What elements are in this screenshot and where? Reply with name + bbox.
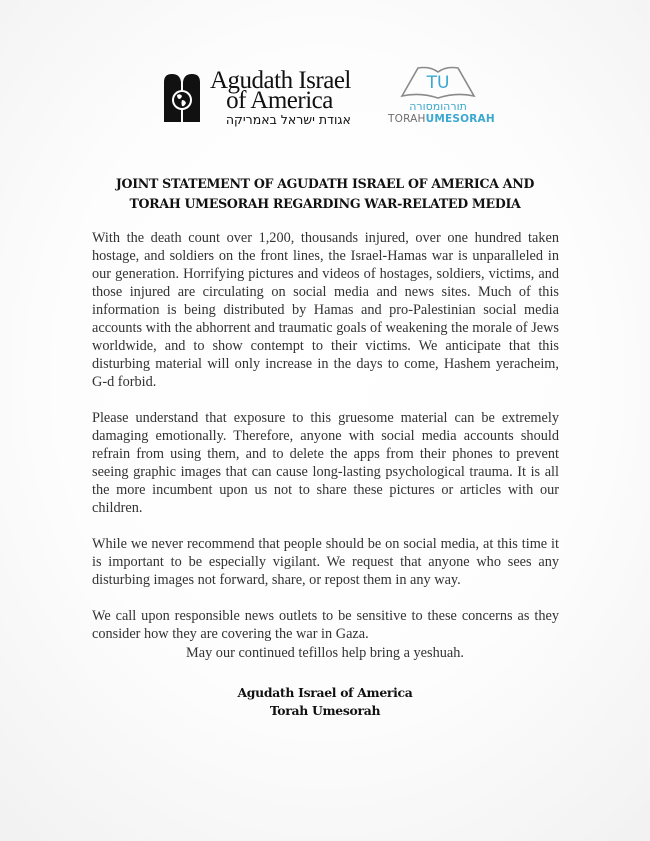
title-line-1: JOINT STATEMENT OF AGUDATH ISRAEL OF AMERICA AND [115,176,535,191]
paragraph-3: While we never recommend that people should be on social media, at this time it is important to be especially vigilant. We request that anyone who sees any disturbing images not forward, share, or repost them in any way. [92,536,559,588]
paragraph-4: We call upon responsible news outlets to be sensitive to these concerns as they consider how they are covering the war in Gaza. [92,608,559,642]
signature-agudath: Agudath Israel of America [237,685,413,700]
paragraph-2: Please understand that exposure to this gruesome material can be extremely damaging emotionally. Therefore, anyone with social media accounts should refrain from using them, and to delete the apps from their phones to prevent seeing graphic images that can cause long-lasting psychological trauma. It is all the more incumbent upon us not to share these pictures or articles with our children. [92,410,559,516]
statement-title [60,174,590,214]
open-book-icon [388,64,488,100]
agudath-name-line1: Agudath Israel [210,67,351,94]
logo-header [0,64,650,134]
signature-torah-umesorah: Torah Umesorah [269,703,381,718]
statement-body [92,229,559,661]
paragraph-1: With the death count over 1,200, thousands injured, over one hundred taken hostage, and soldiers on the front lines, the Israel-Hamas war is unparalleled in our generation. Horrifying pictures and videos of hostages, soldiers, victims, and those injured are circulating on social media and news sites. Much of this information is being distributed by Hamas and pro-Palestinian social media accounts with the abhorrent and traumatic goals of weakening the morale of Jews worldwide, and to show contempt to their victims. We anticipate that this disturbing material will only increase in the days to come, Hashem yeracheim, G-d forbid. [92,230,559,390]
torah-umesorah-hebrew: תורהומסורה [409,100,467,113]
agudath-name-line2: of America [226,87,333,114]
tu-monogram: TU [426,73,450,93]
agudath-name-hebrew: אגודת ישראל באמריקה [225,112,351,127]
book-globe-icon [162,72,202,124]
signature-block [0,684,650,720]
agudath-israel-logo [162,67,351,128]
torah-umesorah-logo [388,64,495,126]
title-line-2: TORAH UMESORAH REGARDING WAR-RELATED MEDIA [129,196,521,211]
torah-umesorah-english: TORAHUMESORAH [388,113,495,125]
closing-line: May our continued tefillos help bring a yeshuah. [186,645,464,661]
